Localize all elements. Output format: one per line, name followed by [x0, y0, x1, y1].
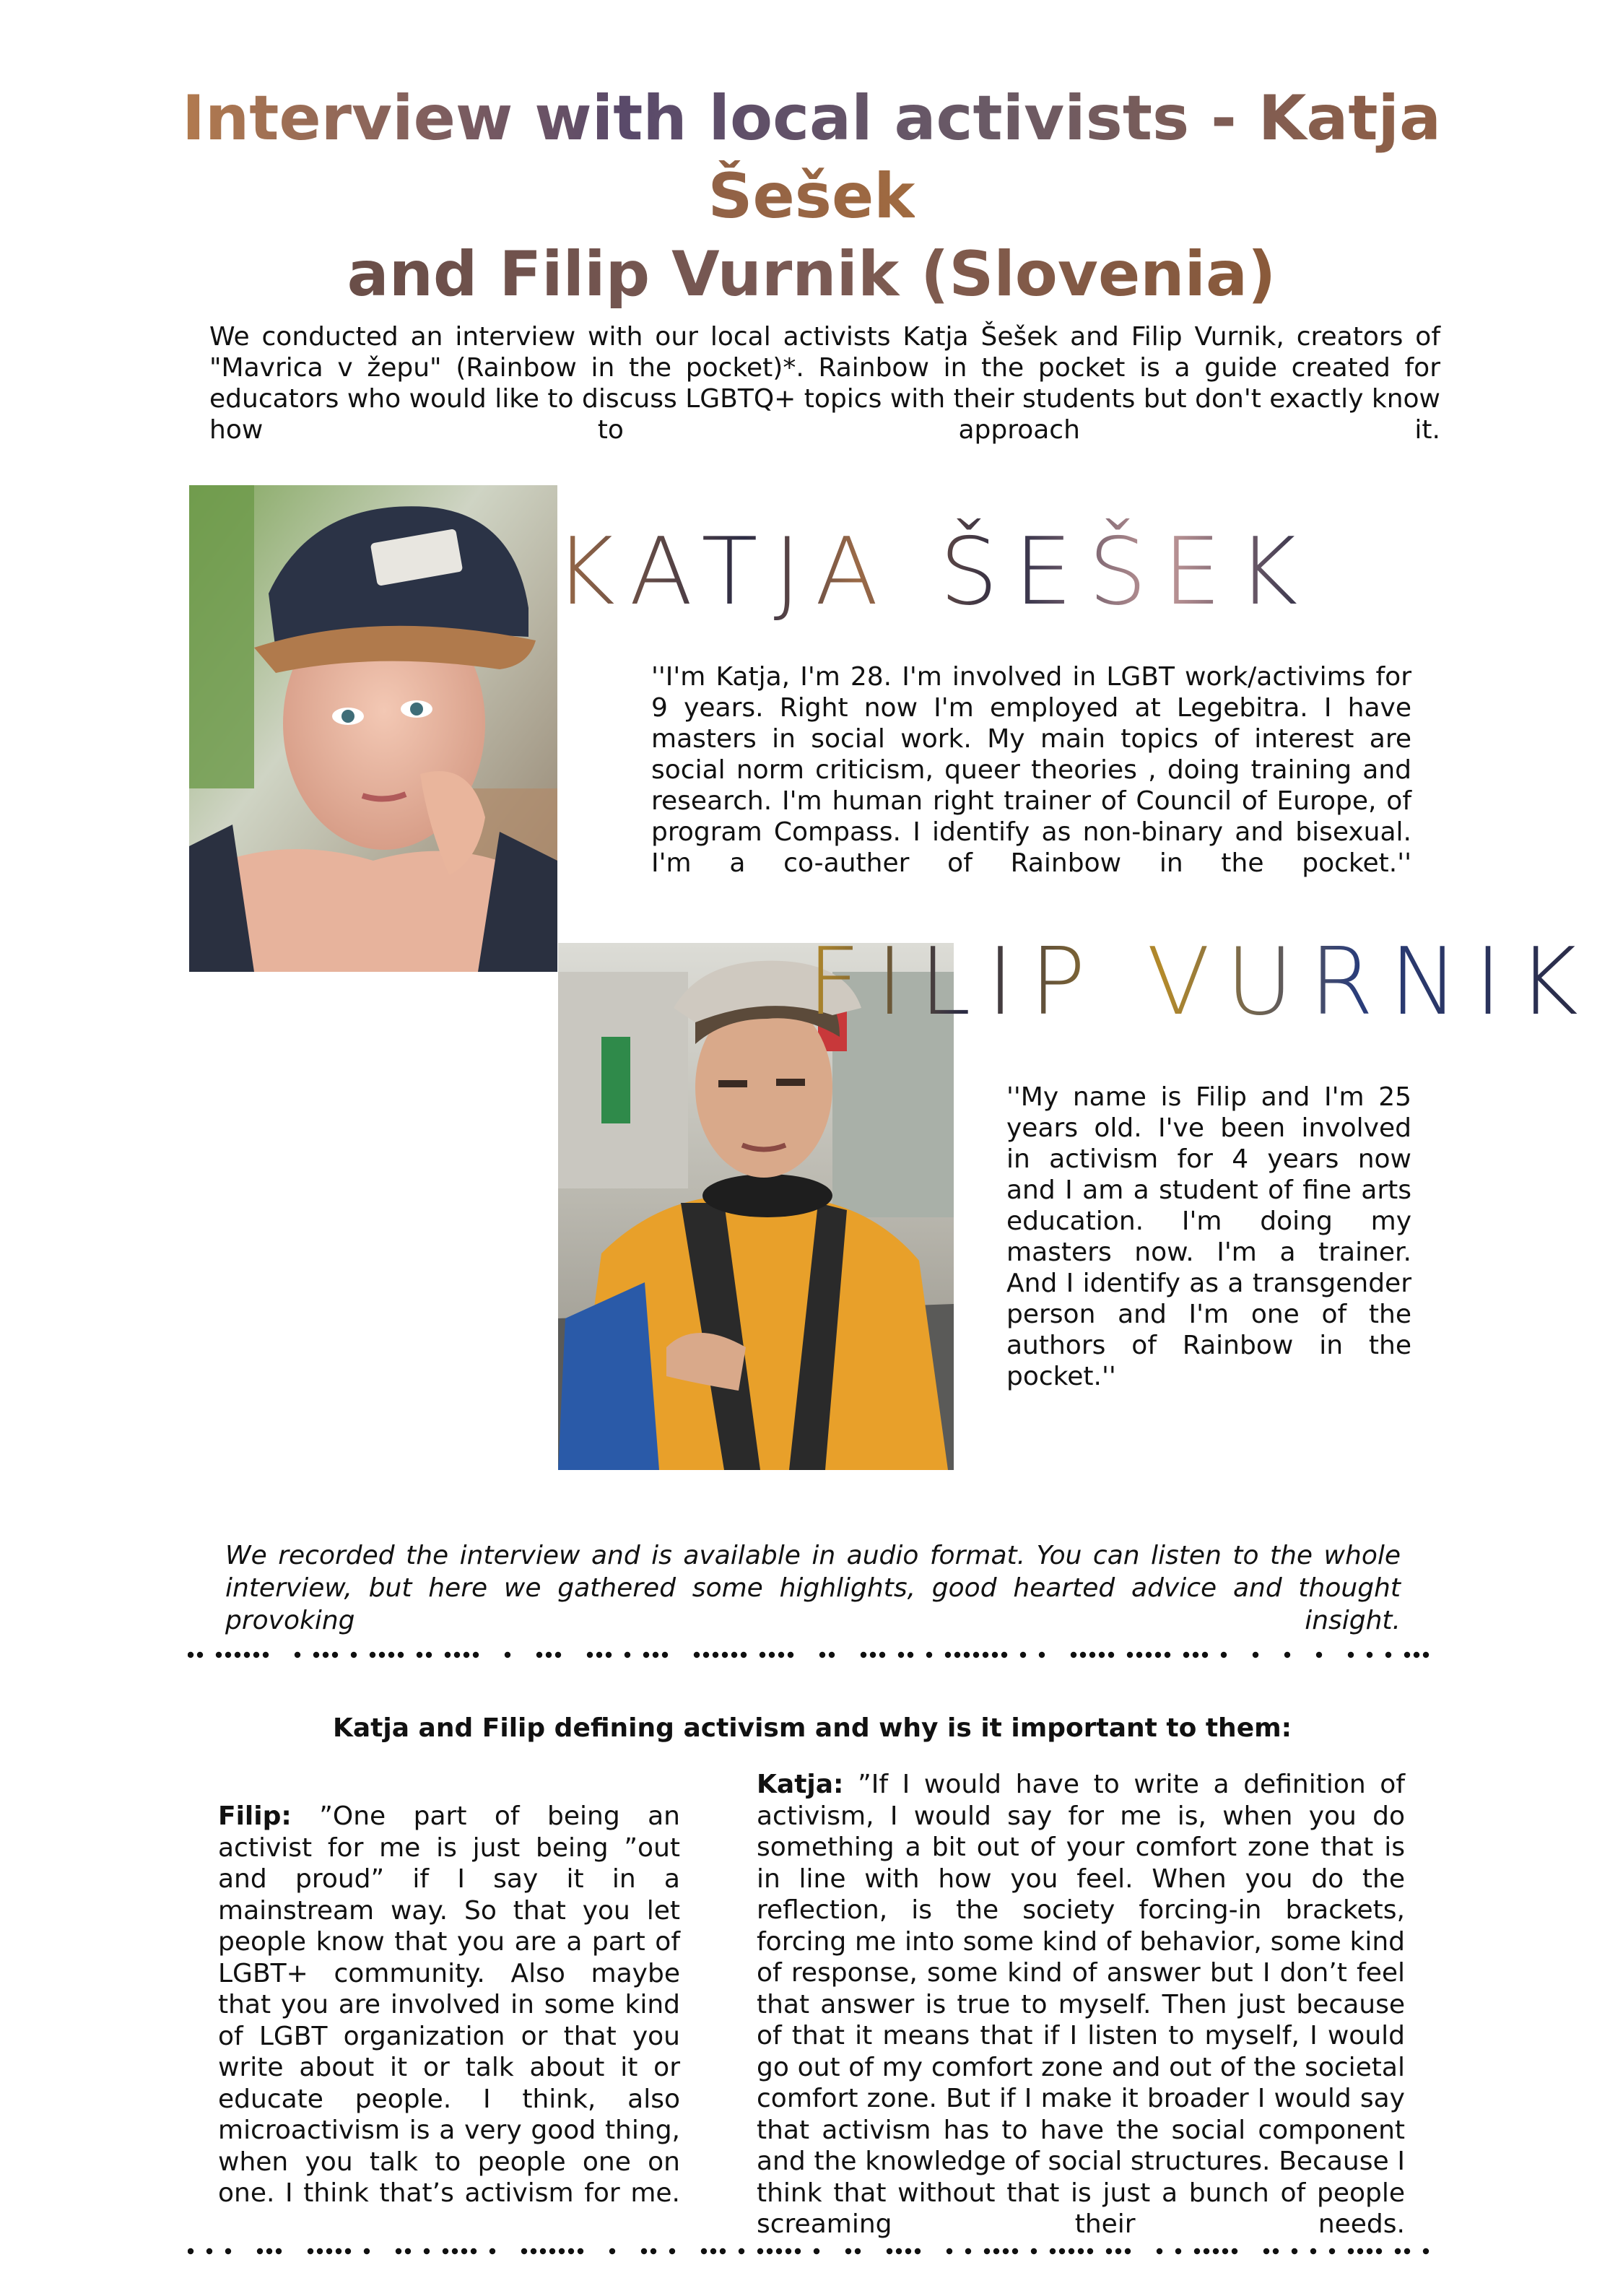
page-title [72, 79, 1551, 313]
divider-dot [464, 1652, 469, 1658]
divider-dot [993, 2248, 999, 2254]
divider-dot [945, 1652, 951, 1658]
divider-dot [1194, 2248, 1200, 2254]
divider-dot [769, 1652, 775, 1658]
divider-dot [1031, 2248, 1037, 2254]
divider-dot [471, 2248, 477, 2254]
divider-dot [776, 2248, 782, 2254]
divider-dot [1127, 1652, 1133, 1658]
divider-dot [531, 2248, 536, 2254]
divider-dot [398, 1652, 404, 1658]
filip-name [807, 929, 1594, 1037]
divider-dot [741, 1652, 747, 1658]
divider-dot [731, 1652, 737, 1658]
divider-dot [1404, 2248, 1410, 2254]
divider-dot [947, 2248, 952, 2254]
divider-dot [1273, 2248, 1279, 2254]
divider-dot [244, 1652, 250, 1658]
divider-dot [1078, 2248, 1084, 2254]
katja-quote-label: Katja: [757, 1770, 844, 1799]
divider-dot [1310, 2248, 1316, 2254]
divider-dot [722, 1652, 728, 1658]
divider-dot [235, 1652, 240, 1658]
divider-dot [266, 2248, 272, 2254]
divider-dot [405, 2248, 411, 2254]
divider-dot [568, 2248, 574, 2254]
divider-dot [879, 1652, 885, 1658]
divider-dot [1367, 2248, 1372, 2254]
divider-dot [1108, 1652, 1114, 1658]
katja-quote-text: ”If I would have to write a definition of activism, I would say for me is, when you do something a bit out of your comfort zone that is in line with how you feel. When you do the reflection, is the society forcing-in brackets, forcing me into some kind of behavior, some kind of response, some kind of answer but I don’t feel that answer is true to myself. Then just because of that it means that if I listen to myself, I would go out of my comfort zone and out of the societal comfort zone. But if I make it broader I would say that activism has to have the social component and the knowledge of social structures. Because I think that without that is just a bunch of people screaming their needs. [757, 1770, 1405, 2239]
divider-dot [767, 2248, 773, 2254]
divider-dot [926, 1652, 932, 1658]
divider-dot [778, 1652, 784, 1658]
divider-dot [1136, 1652, 1142, 1658]
divider-dot [1348, 2248, 1354, 2254]
divider-dot [1292, 2248, 1297, 2254]
divider-dot [555, 1652, 561, 1658]
divider-dot [336, 2248, 341, 2254]
divider-dot [326, 2248, 332, 2254]
divider-dot [1253, 1652, 1258, 1658]
divider-dot [908, 1652, 913, 1658]
divider-dot [540, 2248, 546, 2254]
divider-dot [1213, 2248, 1219, 2254]
divider-dot [521, 2248, 527, 2254]
divider-dot [795, 2248, 801, 2254]
divider-dot [546, 1652, 552, 1658]
divider-dot [964, 1652, 970, 1658]
divider-dot [641, 2248, 647, 2254]
divider-dot [643, 1652, 649, 1658]
divider-dot [896, 2248, 902, 2254]
divider-dot [216, 1652, 222, 1658]
divider-dot [1316, 1652, 1322, 1658]
divider-dot [505, 1652, 510, 1658]
divider-dot [426, 1652, 432, 1658]
divider-dot [992, 1652, 998, 1658]
divider-dot [206, 2248, 212, 2254]
divider-dot [332, 1652, 338, 1658]
divider-dot [757, 2248, 763, 2254]
divider-dot [898, 1652, 904, 1658]
divider-dot [1221, 1652, 1227, 1658]
divider-dot [1125, 2248, 1131, 2254]
divider-dot [694, 1652, 700, 1658]
divider-dot [1385, 1652, 1391, 1658]
divider-dot [625, 1652, 630, 1658]
divider-dot [388, 1652, 394, 1658]
divider-dot [424, 2248, 430, 2254]
divider-dot [1329, 2248, 1335, 2254]
divider-dot [887, 2248, 892, 2254]
divider-dot [1204, 2248, 1209, 2254]
divider-dot [983, 1652, 988, 1658]
divider-dot [1012, 2248, 1018, 2254]
divider-dot [1367, 1652, 1372, 1658]
divider-dot [1157, 2248, 1162, 2254]
divider-dot [703, 1652, 709, 1658]
divider-dot [760, 1652, 765, 1658]
filip-name-text: FILIP VURNIK [807, 929, 1594, 1036]
divider-dot [1357, 2248, 1363, 2254]
divider-dot [1020, 1652, 1026, 1658]
divider-dot [473, 1652, 479, 1658]
divider-dot [1284, 1652, 1290, 1658]
divider-dot [710, 2248, 716, 2254]
divider-dot [257, 2248, 263, 2254]
divider-dot [1404, 1652, 1410, 1658]
divider-dot [653, 1652, 658, 1658]
divider-dot [370, 1652, 375, 1658]
divider-dot [1001, 1652, 1007, 1658]
filip-quote [218, 1801, 680, 2209]
katja-quote [757, 1769, 1405, 2240]
divider-dot [870, 1652, 876, 1658]
divider-dot [1175, 2248, 1181, 2254]
katja-photo-image [189, 485, 557, 972]
divider-dot [1146, 1652, 1152, 1658]
divider-dot [1087, 2248, 1093, 2254]
divider-dot [317, 2248, 323, 2254]
divider-dot [829, 1652, 835, 1658]
divider-dot [454, 1652, 460, 1658]
divider-dot [1202, 1652, 1208, 1658]
divider-dot [814, 2248, 819, 2254]
divider-dot [489, 2248, 495, 2254]
dotted-divider-top-graphic [188, 1648, 1437, 1662]
katja-bio: ''I'm Katja, I'm 28. I'm involved in LGBT work/activims for 9 years. Right now I'm employed at Legebitra. I have masters in social work. My main topics of interest are social norm criticism, queer theories , doing training and research. I'm human right trainer of Council of Europe, of program Compass. I identify as non-binary and bisexual. I'm a co-auther of Rainbow in the pocket.'' [651, 662, 1411, 878]
divider-dot [1423, 2248, 1429, 2254]
divider-dot [965, 2248, 971, 2254]
dotted-divider-top [188, 1648, 1437, 1662]
divider-dot [606, 1652, 612, 1658]
divider-dot [225, 1652, 231, 1658]
divider-dot [786, 2248, 791, 2254]
divider-dot [1193, 1652, 1198, 1658]
divider-dot [720, 2248, 726, 2254]
divider-dot [739, 2248, 744, 2254]
divider-dot [669, 2248, 675, 2254]
divider-dot [1165, 1652, 1170, 1658]
divider-dot [1376, 2248, 1382, 2254]
divider-dot [1099, 1652, 1105, 1658]
divider-dot [701, 2248, 707, 2254]
divider-dot [905, 2248, 911, 2254]
filip-bio: ''My name is Filip and I'm 25 years old. I've been involved in activism for 4 years now and I am a student of fine arts education. I'm doing my masters now. I'm a trainer. And I identify as a transgender person and I'm one of the authors of Rainbow in the pocket.'' [1006, 1082, 1411, 1391]
divider-dot [295, 1652, 300, 1658]
divider-dot [1106, 2248, 1112, 2254]
divider-dot [1039, 1652, 1045, 1658]
divider-dot [461, 2248, 467, 2254]
divider-dot [650, 2248, 656, 2254]
divider-dot [253, 1652, 259, 1658]
divider-dot [954, 1652, 960, 1658]
divider-dot [263, 1652, 269, 1658]
divider-dot [1222, 2248, 1228, 2254]
katja-name [554, 518, 1313, 627]
divider-dot [1395, 2248, 1401, 2254]
divider-dot [276, 2248, 282, 2254]
divider-dot [536, 1652, 542, 1658]
divider-dot [323, 1652, 328, 1658]
divider-dot [308, 2248, 313, 2254]
divider-dot [1155, 1652, 1161, 1658]
divider-dot [364, 2248, 370, 2254]
divider-dot [861, 1652, 866, 1658]
divider-dot [984, 2248, 990, 2254]
divider-dot [915, 2248, 921, 2254]
divider-dot [1414, 1652, 1419, 1658]
divider-dot [345, 2248, 351, 2254]
divider-dot [197, 1652, 203, 1658]
divider-dot [587, 1652, 593, 1658]
katja-name-text: KATJA ŠEŠEK [554, 518, 1314, 626]
divider-dot [188, 1652, 193, 1658]
divider-dot [819, 1652, 825, 1658]
title-line-1 [72, 79, 1551, 235]
divider-dot [788, 1652, 793, 1658]
divider-dot [396, 2248, 401, 2254]
divider-dot [549, 2248, 555, 2254]
divider-dot [662, 1652, 668, 1658]
title-line-2-text: and Filip Vurnik (Slovenia) [347, 238, 1276, 310]
dotted-divider-bottom [188, 2244, 1437, 2258]
divider-dot [1115, 2248, 1121, 2254]
katja-photo [189, 485, 557, 972]
divider-dot [225, 2248, 231, 2254]
title-line-1-text: Interview with local activists - Katja Šešek [181, 82, 1442, 232]
divider-dot [973, 1652, 979, 1658]
divider-dot [379, 1652, 385, 1658]
divider-dot [445, 1652, 451, 1658]
title-line-2 [72, 235, 1551, 313]
divider-dot [1232, 2248, 1237, 2254]
divider-dot [1080, 1652, 1086, 1658]
divider-dot [351, 1652, 357, 1658]
divider-dot [1263, 2248, 1269, 2254]
divider-dot [713, 1652, 718, 1658]
divider-dot [596, 1652, 602, 1658]
divider-dot [578, 2248, 583, 2254]
divider-dot [855, 2248, 861, 2254]
intro-paragraph: We conducted an interview with our local activists Katja Šešek and Filip Vurnik, creators of "Mavrica v žepu" (Rainbow in the pocket)*. Rainbow in the pocket is a guide created for educators who would like to discuss LGBTQ+ topics with their students but don't exactly know how to approach it. [209, 322, 1440, 445]
divider-dot [559, 2248, 565, 2254]
divider-dot [313, 1652, 319, 1658]
dotted-divider-bottom-graphic [188, 2244, 1437, 2258]
filip-quote-text: ”One part of being an activist for me is just being ”out and proud” if I say it in a mainstream way. So that you let people know that you are a part of LGBT+ community. Also maybe that you are involved in some kind of LGBT organization or that you write about it or talk about it or educate people. I think, also microactivism is a very good thing, when you talk to people one on one. I think that’s activism for me. [218, 1801, 680, 2208]
filip-quote-label: Filip: [218, 1801, 292, 1831]
divider-dot [1059, 2248, 1065, 2254]
divider-dot [1089, 1652, 1095, 1658]
divider-dot [1423, 1652, 1429, 1658]
divider-dot [1003, 2248, 1009, 2254]
divider-dot [609, 2248, 615, 2254]
section-heading: Katja and Filip defining activism and why is it important to them: [332, 1713, 1292, 1743]
divider-dot [1050, 2248, 1056, 2254]
divider-dot [1183, 1652, 1189, 1658]
divider-dot [443, 2248, 448, 2254]
divider-dot [417, 1652, 422, 1658]
divider-dot [1071, 1652, 1076, 1658]
divider-dot [1069, 2248, 1074, 2254]
divider-dot [452, 2248, 458, 2254]
divider-dot [845, 2248, 851, 2254]
divider-dot [1348, 1652, 1354, 1658]
divider-dot [188, 2248, 193, 2254]
audio-note: We recorded the interview and is available in audio format. You can listen to the whole interview, but here we gathered some highlights, good hearted advice and thought provoking insight. [225, 1541, 1401, 1635]
